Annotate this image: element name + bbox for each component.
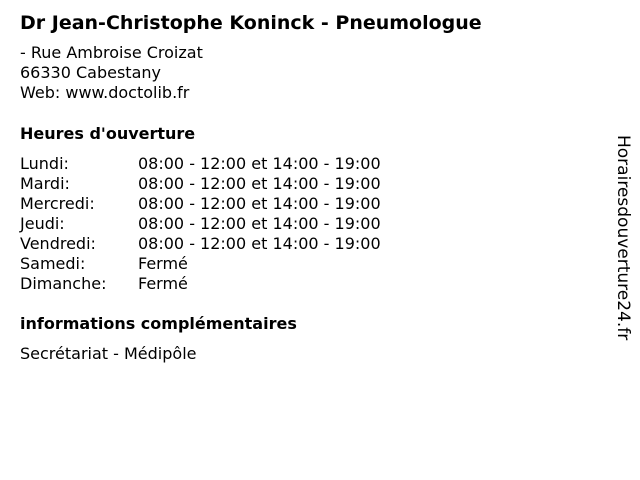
day-label: Jeudi:	[20, 214, 65, 233]
day-hours: 08:00 - 12:00 et 14:00 - 19:00	[138, 194, 381, 213]
day-hours: Fermé	[138, 254, 188, 273]
watermark-text: Horairesdouverture24.fr	[613, 135, 633, 341]
day-label: Vendredi:	[20, 234, 96, 253]
day-hours: 08:00 - 12:00 et 14:00 - 19:00	[138, 234, 381, 253]
street-address: - Rue Ambroise Croizat	[20, 43, 203, 62]
day-label: Dimanche:	[20, 274, 107, 293]
day-hours: 08:00 - 12:00 et 14:00 - 19:00	[138, 214, 381, 233]
website-link[interactable]: Web: www.doctolib.fr	[20, 83, 190, 102]
page-title: Dr Jean-Christophe Koninck - Pneumologue	[20, 12, 482, 34]
day-label: Samedi:	[20, 254, 86, 273]
day-label: Lundi:	[20, 154, 69, 173]
day-label: Mardi:	[20, 174, 70, 193]
day-hours: 08:00 - 12:00 et 14:00 - 19:00	[138, 154, 381, 173]
address-block	[20, 43, 203, 103]
opening-hours-heading: Heures d'ouverture	[20, 124, 196, 143]
additional-info-text: Secrétariat - Médipôle	[20, 344, 197, 363]
day-hours: Fermé	[138, 274, 188, 293]
day-label: Mercredi:	[20, 194, 95, 213]
additional-info-heading: informations complémentaires	[20, 314, 297, 333]
day-hours: 08:00 - 12:00 et 14:00 - 19:00	[138, 174, 381, 193]
site-watermark	[608, 135, 638, 375]
city-postal-code: 66330 Cabestany	[20, 63, 161, 82]
